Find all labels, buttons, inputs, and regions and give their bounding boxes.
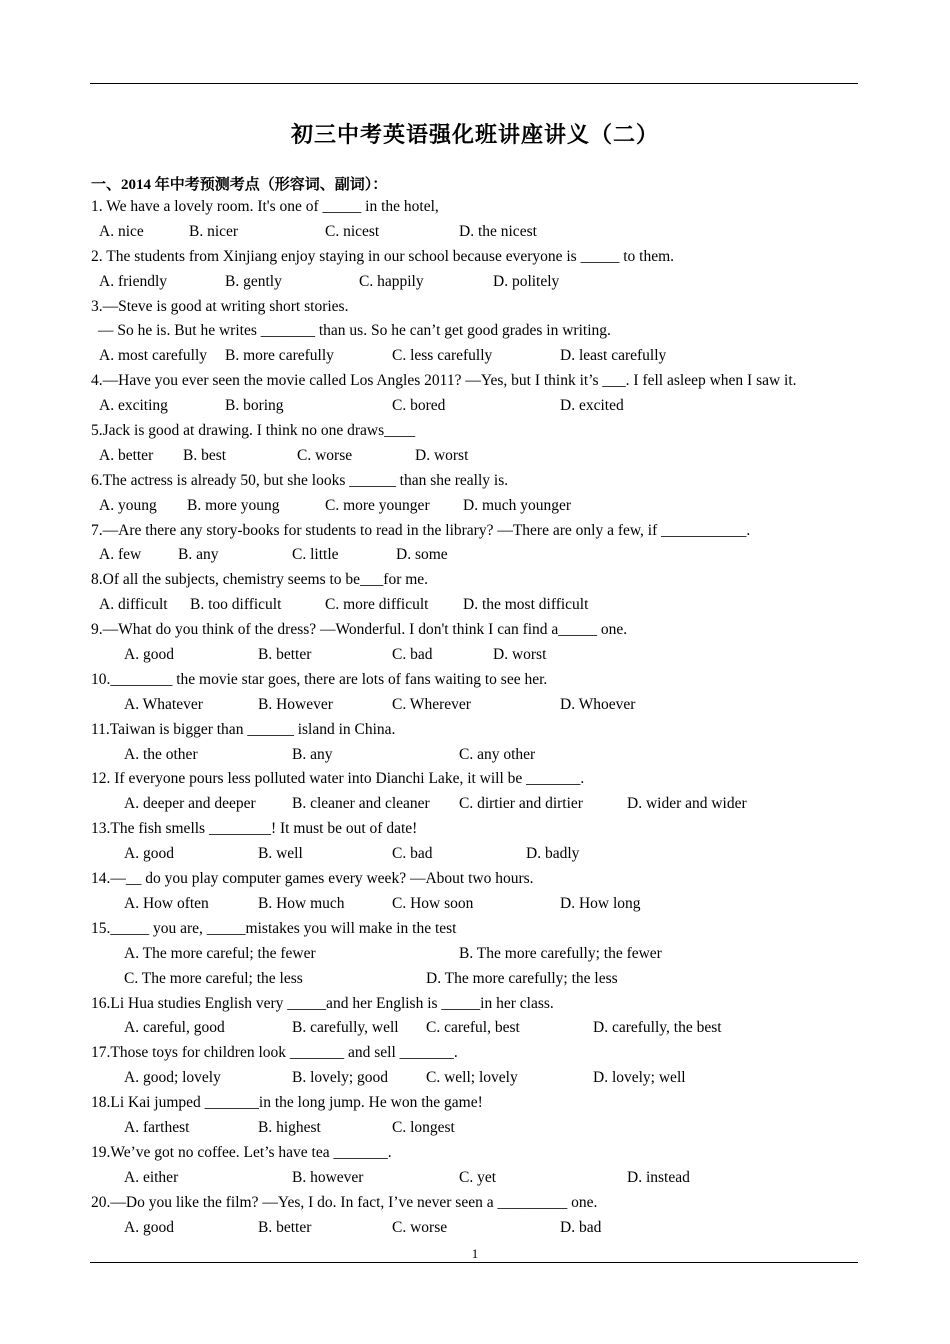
question-text: [91, 469, 891, 494]
answer-option: C. more difficult: [325, 596, 429, 614]
answer-option: B. however: [292, 1168, 364, 1186]
answer-option: B. How much: [258, 894, 345, 912]
answer-option: B. boring: [225, 397, 284, 415]
answer-option: A. good: [124, 646, 174, 664]
answer-option: C. bad: [392, 646, 433, 664]
answer-option: A. deeper and deeper: [124, 795, 256, 813]
answer-option: B. any: [178, 546, 219, 564]
answer-option: C. worse: [297, 446, 353, 464]
question-stem: 15._____ you are, _____mistakes you will make in the test: [91, 919, 457, 937]
answer-option: D. least carefully: [560, 347, 667, 365]
answer-option: C. less carefully: [392, 347, 493, 365]
question-stem: 2. The students from Xinjiang enjoy staying in our school because everyone is _____ to them.: [91, 247, 675, 265]
question-text: [91, 1191, 891, 1216]
answer-option: D. wider and wider: [627, 795, 747, 813]
answer-option: D. excited: [560, 397, 624, 415]
answer-option: D. some: [396, 546, 448, 564]
answer-options: [91, 344, 891, 369]
question-stem: 4.—Have you ever seen the movie called Los Angles 2011? —Yes, but I think it’s ___. I fell asleep when I saw it.: [91, 372, 797, 390]
answer-option: C. yet: [459, 1168, 497, 1186]
question-stem: — So he is. But he writes _______ than us. So he can’t get good grades in writing.: [98, 322, 611, 340]
question-stem: 20.—Do you like the film? —Yes, I do. In fact, I’ve never seen a _________ one.: [91, 1193, 598, 1211]
answer-option: B. more young: [187, 496, 280, 514]
answer-option: B. best: [183, 446, 227, 464]
question-text: [91, 1141, 891, 1166]
answer-option: C. worse: [392, 1218, 448, 1236]
question-stem: 5.Jack is good at drawing. I think no one draws____: [91, 422, 416, 440]
answer-options: [91, 792, 891, 817]
answer-options: [91, 1016, 891, 1041]
question-text: [91, 618, 891, 643]
answer-options: [91, 1116, 891, 1141]
answer-option: C. How soon: [392, 894, 474, 912]
question-stem: 7.—Are there any story-books for students to read in the library? —There are only a few, if ___________.: [91, 521, 751, 539]
answer-option: B. more carefully: [225, 347, 334, 365]
question-stem: 1. We have a lovely room. It's one of _____ in the hotel,: [91, 198, 439, 215]
question-text: [91, 867, 891, 892]
answer-options: [91, 1166, 891, 1191]
answer-options: [91, 394, 891, 419]
answer-option: C. more younger: [325, 496, 430, 514]
answer-option: C. careful, best: [426, 1019, 520, 1037]
answer-option: A. either: [124, 1168, 179, 1186]
question-text: [91, 295, 891, 320]
answer-option: D. carefully, the best: [593, 1019, 722, 1037]
answer-option: A. farthest: [124, 1118, 190, 1136]
page-number: 1: [471, 1246, 479, 1261]
answer-options: [91, 643, 891, 668]
question-stem: 16.Li Hua studies English very _____and her English is _____in her class.: [91, 994, 554, 1012]
answer-option: B. well: [258, 845, 303, 863]
answer-option: A. nice: [99, 222, 144, 240]
question-text: [91, 568, 891, 593]
question-text: [91, 369, 891, 394]
answer-options: [91, 543, 891, 568]
answer-option: D. worst: [415, 446, 469, 464]
answer-option: A. friendly: [99, 272, 168, 290]
answer-option: B. better: [258, 1218, 312, 1236]
answer-option: D. lovely; well: [593, 1069, 686, 1087]
section-heading: 一、2014 年中考预测考点（形容词、副词）：: [91, 177, 388, 193]
answer-option: B. lovely; good: [292, 1069, 389, 1087]
question-stem: 8.Of all the subjects, chemistry seems to be___for me.: [91, 571, 429, 589]
question-stem: 12. If everyone pours less polluted water into Dianchi Lake, it will be _______.: [91, 770, 585, 788]
answer-option: D. badly: [526, 845, 580, 863]
answer-options: [91, 942, 891, 967]
answer-option: A. better: [99, 446, 154, 464]
answer-option: D. the most difficult: [463, 596, 589, 614]
answer-option: C. The more careful; the less: [124, 969, 303, 987]
answer-option: A. careful, good: [124, 1019, 225, 1037]
question-stem: 17.Those toys for children look _______ and sell _______.: [91, 1044, 458, 1062]
answer-option: A. good: [124, 1218, 174, 1236]
question-stem: 6.The actress is already 50, but she looks ______ than she really is.: [91, 471, 509, 489]
answer-option: D. bad: [560, 1218, 602, 1236]
answer-option: A. good: [124, 845, 174, 863]
answer-option: C. little: [292, 546, 339, 564]
page-title: 初三中考英语强化班讲座讲义（二）: [290, 123, 659, 148]
answer-option: A. most carefully: [99, 347, 208, 365]
answer-options: [91, 494, 891, 519]
question-text: [91, 319, 891, 344]
answer-option: A. few: [99, 546, 142, 564]
answer-option: C. happily: [359, 272, 424, 290]
question-stem: 11.Taiwan is bigger than ______ island in China.: [91, 720, 396, 738]
question-stem: 3.—Steve is good at writing short stories.: [91, 297, 349, 315]
answer-option: D. instead: [627, 1168, 690, 1186]
question-text: [91, 195, 891, 220]
answer-option: C. nicest: [325, 222, 380, 240]
question-text: [91, 767, 891, 792]
answer-option: A. Whatever: [124, 695, 203, 713]
question-stem: 13.The fish smells ________! It must be out of date!: [91, 820, 418, 838]
answer-option: B. nicer: [189, 222, 239, 240]
question-stem: 19.We’ve got no coffee. Let’s have tea _______.: [91, 1143, 392, 1161]
answer-option: D. How long: [560, 894, 641, 912]
answer-option: C. dirtier and dirtier: [459, 795, 583, 813]
answer-option: B. gently: [225, 272, 282, 290]
question-text: [91, 917, 891, 942]
answer-option: A. difficult: [99, 596, 168, 614]
answer-option: B. carefully, well: [292, 1019, 399, 1037]
answer-option: C. well; lovely: [426, 1069, 518, 1087]
answer-option: C. longest: [392, 1118, 455, 1136]
answer-option: B. better: [258, 646, 312, 664]
question-text: [91, 419, 891, 444]
answer-option: C. Wherever: [392, 695, 471, 713]
question-text: [91, 668, 891, 693]
question-text: [91, 1091, 891, 1116]
answer-option: B. The more carefully; the fewer: [459, 944, 662, 962]
answer-option: D. the nicest: [459, 222, 537, 240]
answer-option: A. How often: [124, 894, 209, 912]
answer-option: A. young: [99, 496, 157, 514]
answer-options: [91, 1216, 891, 1241]
answer-options: [91, 842, 891, 867]
bottom-rule: [90, 1262, 858, 1263]
question-list: [91, 195, 891, 1240]
question-stem: 9.—What do you think of the dress? —Wonderful. I don't think I can find a_____ one.: [91, 621, 628, 639]
answer-option: C. bad: [392, 845, 433, 863]
question-stem: 14.—__ do you play computer games every week? —About two hours.: [91, 870, 534, 888]
answer-option: D. politely: [493, 272, 560, 290]
question-text: [91, 718, 891, 743]
answer-option: A. good; lovely: [124, 1069, 221, 1087]
answer-option: C. bored: [392, 397, 446, 415]
answer-options: [91, 270, 891, 295]
answer-option: B. highest: [258, 1118, 321, 1136]
answer-option: D. Whoever: [560, 695, 636, 713]
question-stem: 10.________ the movie star goes, there are lots of fans waiting to see her.: [91, 670, 548, 688]
question-stem: 18.Li Kai jumped _______in the long jump. He won the game!: [91, 1094, 483, 1112]
answer-option: B. too difficult: [190, 596, 282, 614]
answer-options: [91, 593, 891, 618]
answer-options: [91, 693, 891, 718]
answer-option: D. much younger: [463, 496, 572, 514]
answer-option: A. the other: [124, 745, 198, 763]
answer-options: [91, 892, 891, 917]
top-rule: [90, 83, 858, 84]
question-text: [91, 992, 891, 1017]
answer-options: [91, 220, 891, 245]
answer-options: [91, 444, 891, 469]
answer-option: B. However: [258, 695, 333, 713]
answer-option: C. any other: [459, 745, 536, 763]
answer-option: A. exciting: [99, 397, 168, 415]
question-text: [91, 1041, 891, 1066]
answer-options: [91, 967, 891, 992]
answer-option: B. cleaner and cleaner: [292, 795, 430, 813]
question-text: [91, 245, 891, 270]
answer-option: D. The more carefully; the less: [426, 969, 618, 987]
question-text: [91, 817, 891, 842]
answer-option: B. any: [292, 745, 333, 763]
answer-option: A. The more careful; the fewer: [124, 944, 316, 962]
question-text: [91, 519, 891, 544]
answer-options: [91, 1066, 891, 1091]
answer-option: D. worst: [493, 646, 547, 664]
answer-options: [91, 743, 891, 768]
